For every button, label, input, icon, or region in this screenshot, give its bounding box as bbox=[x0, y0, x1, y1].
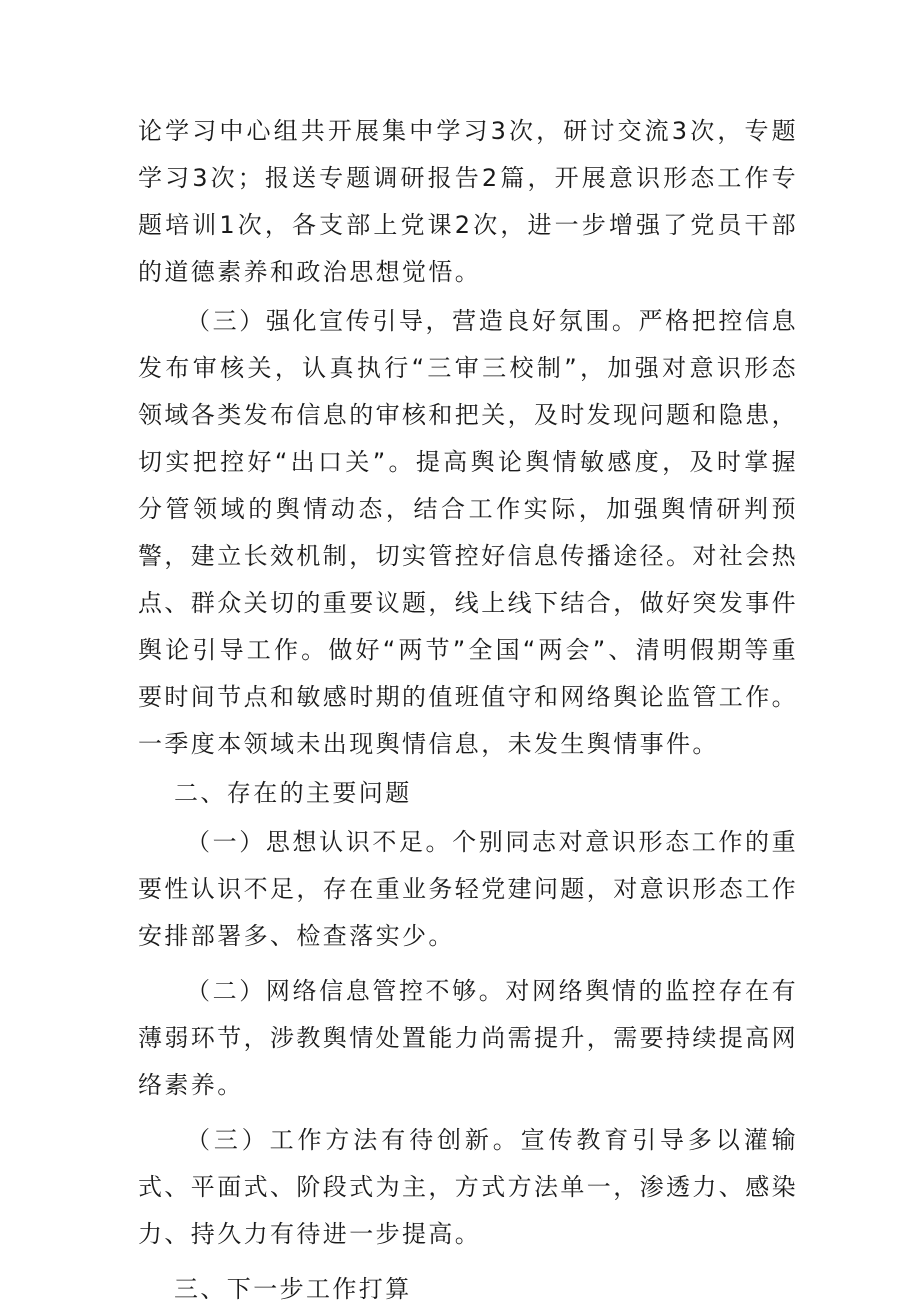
section-heading-main-problems: 二、存在的主要问题 bbox=[174, 779, 412, 807]
document-body bbox=[138, 108, 798, 1313]
paragraph-publicity-guidance: （三）强化宣传引导，营造良好氛围。严格把控信息发布审核关，认真执行“三审三校制”，加强对意识形态领域各类发布信息的审核和把关，及时发现问题和隐患，切实把控好“出口关”。提高舆论舆情敏感度，及时掌握分管领域的舆情动态，结合工作实际，加强舆情研判预警，建立长效机制，切实管控好信息传播途径。对社会热点、群众关切的重要议题，线上线下结合，做好突发事件舆论引导工作。做好“两节”全国“两会”、清明假期等重要时间节点和敏感时期的值班值守和网络舆论监管工作。一季度本领域未出现舆情信息，未发生舆情事件。 bbox=[138, 307, 798, 758]
paragraph-study-summary: 论学习中心组共开展集中学习3次，研讨交流3次，专题学习3次；报送专题调研报告2篇，开展意识形态工作专题培训1次，各支部上党课2次，进一步增强了党员干部的道德素养和政治思想觉悟。 bbox=[138, 117, 798, 286]
paragraph-problem-methods: （三）工作方法有待创新。宣传教育引导多以灌输式、平面式、阶段式为主，方式方法单一，渗透力、感染力、持久力有待进一步提高。 bbox=[138, 1126, 798, 1248]
section-heading-next-steps: 三、下一步工作打算 bbox=[174, 1275, 412, 1303]
paragraph-problem-awareness: （一）思想认识不足。个别同志对意识形态工作的重要性认识不足，存在重业务轻党建问题，对意识形态工作安排部署多、检查落实少。 bbox=[138, 828, 798, 950]
paragraph-problem-network-control: （二）网络信息管控不够。对网络舆情的监控存在有薄弱环节，涉教舆情处置能力尚需提升，需要持续提高网络素养。 bbox=[138, 977, 798, 1099]
